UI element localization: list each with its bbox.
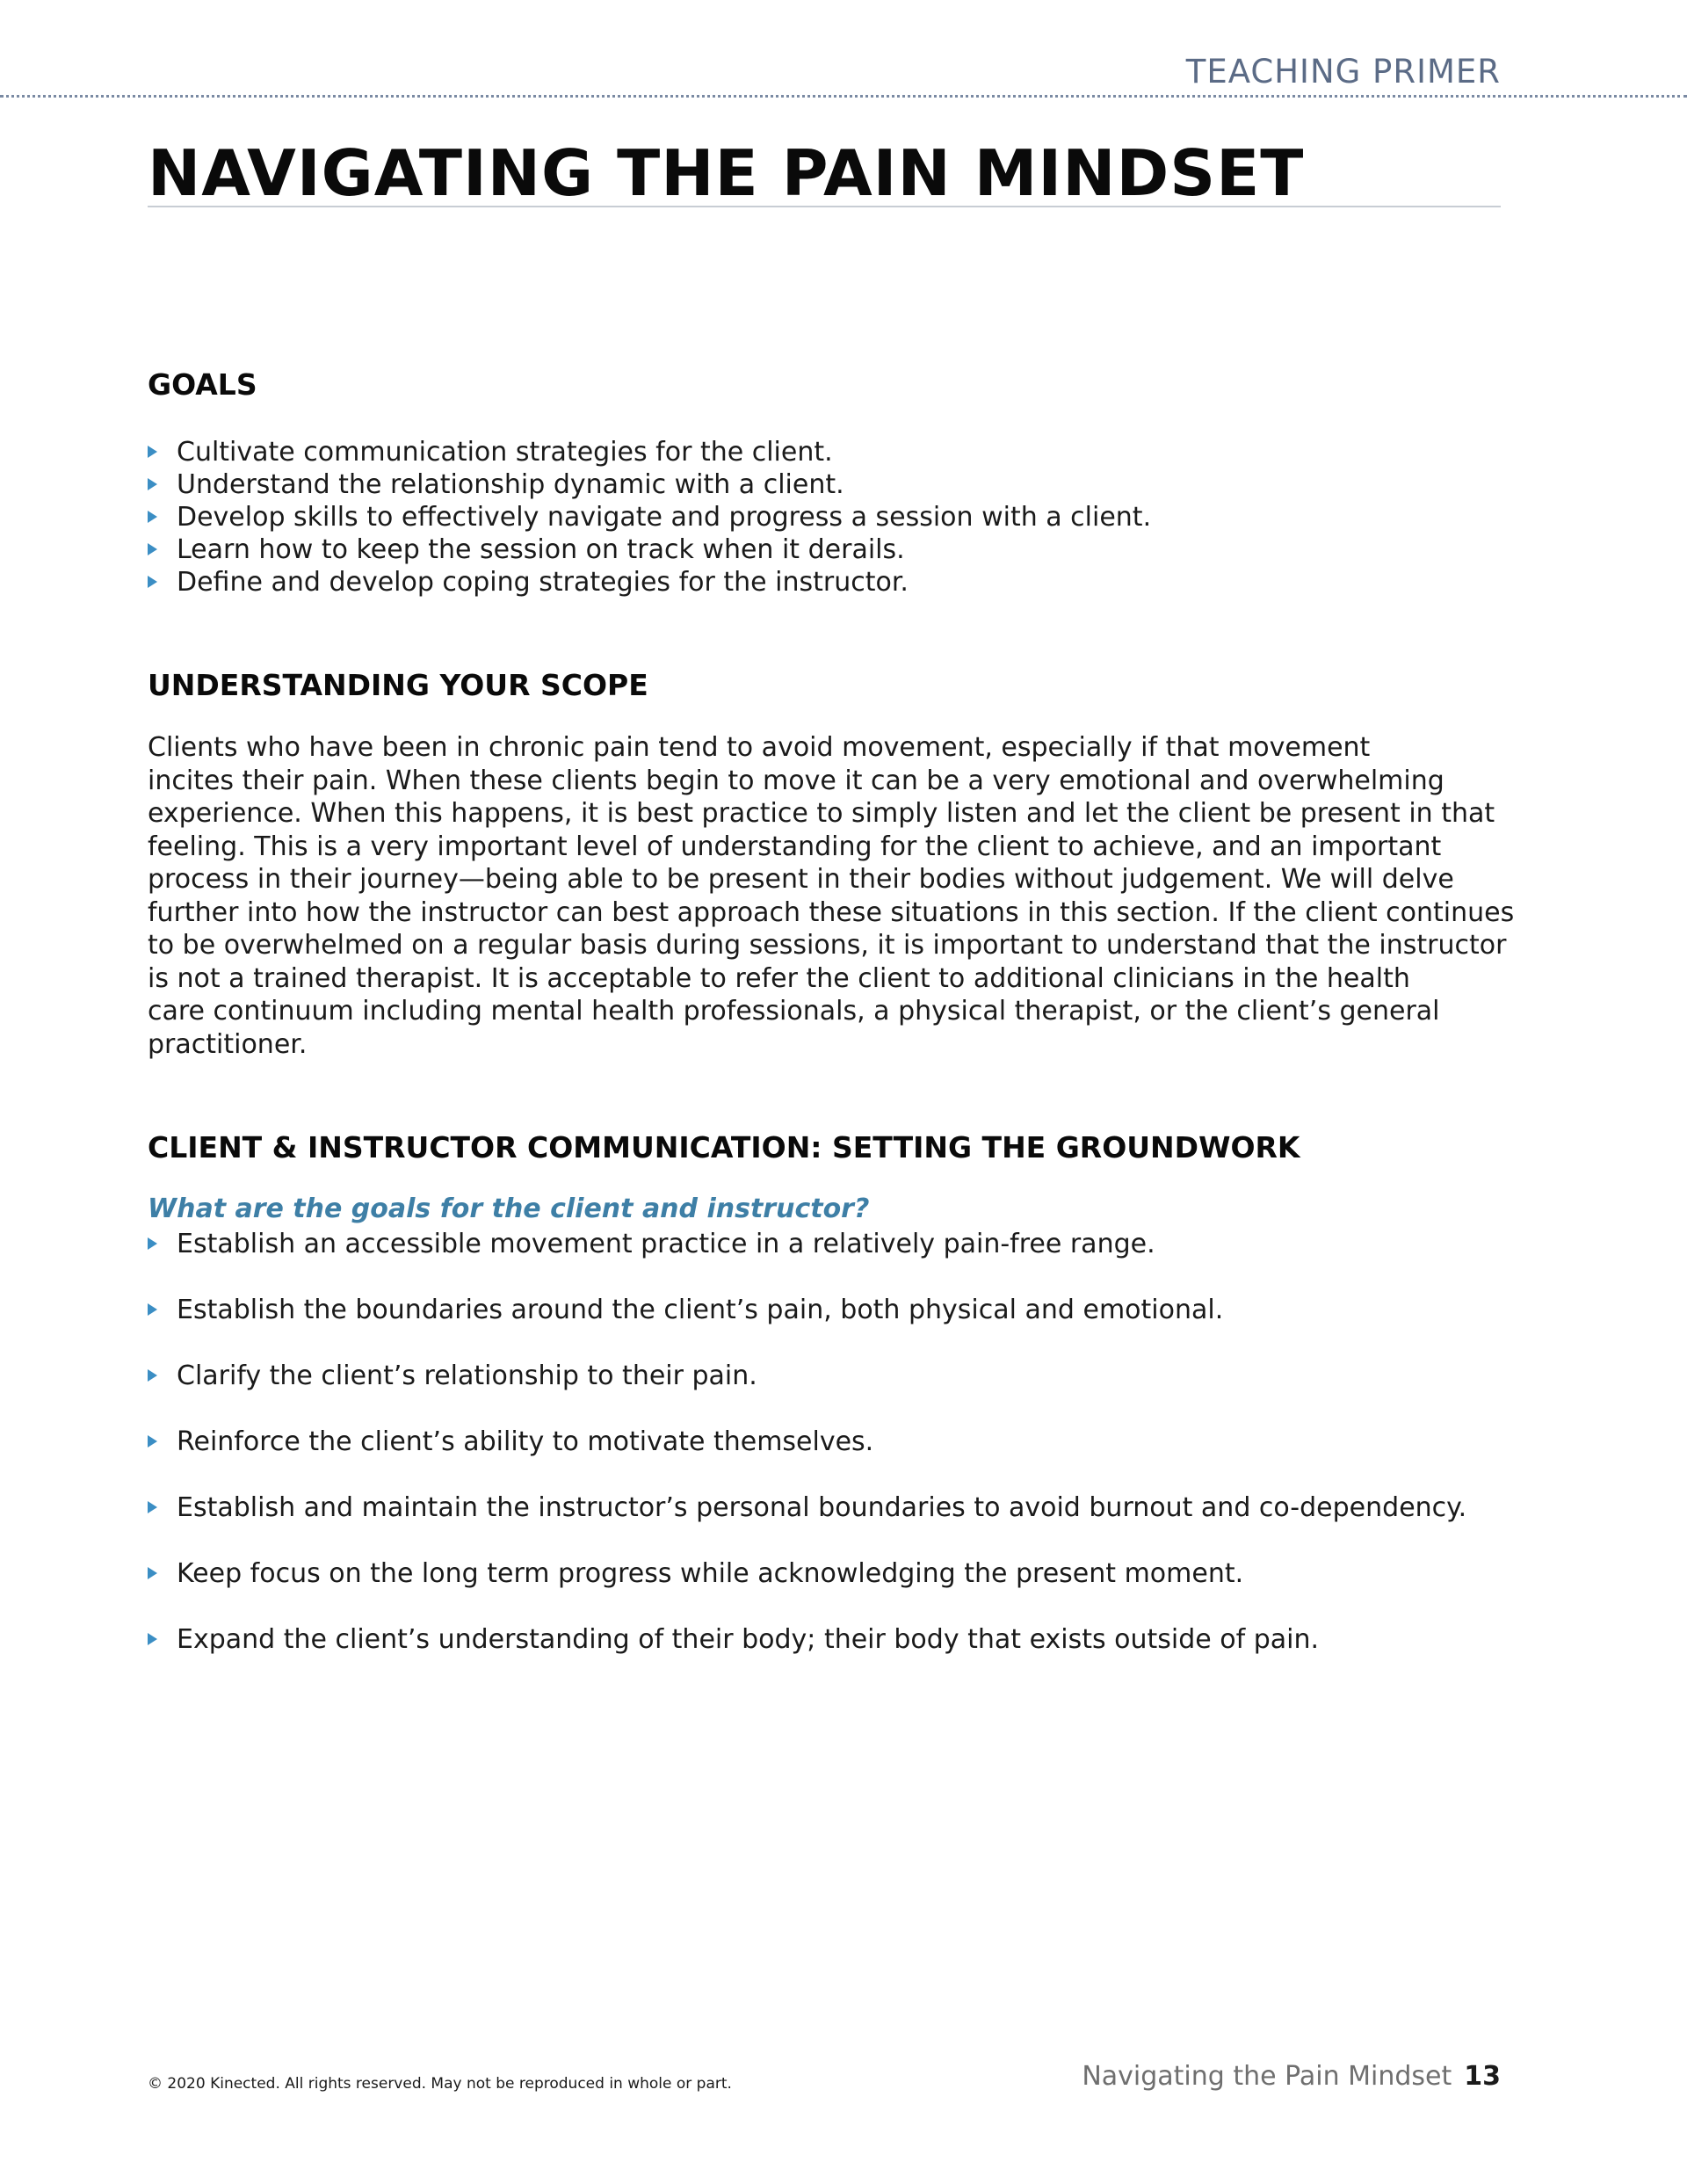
- bullet-triangle-icon: [148, 1303, 157, 1316]
- paragraph-line: feeling. This is a very important level of understanding for the client to achieve, and an important: [148, 831, 1442, 862]
- paragraph-line: experience. When this happens, it is best practice to simply listen and let the client be present in that: [148, 798, 1495, 829]
- bullet-triangle-icon: [148, 1567, 157, 1579]
- paragraph-line: Clients who have been in chronic pain tend to avoid movement, especially if that movement: [148, 732, 1371, 763]
- footer-section-title: Navigating the Pain Mindset: [1082, 2061, 1452, 2092]
- list-item-text: Cultivate communication strategies for the client.: [177, 437, 833, 468]
- footer-page-number: 13: [1464, 2061, 1501, 2092]
- list-item: [148, 1491, 1501, 1524]
- list-item: [148, 533, 1501, 566]
- list-item: [148, 1360, 1501, 1392]
- title-underline: [148, 206, 1501, 207]
- list-item-text: Clarify the client’s relationship to their pain.: [177, 1360, 757, 1391]
- list-item-text: Define and develop coping strategies for the instructor.: [177, 567, 909, 598]
- paragraph-line: incites their pain. When these clients begin to move it can be a very emotional and overwhelming: [148, 765, 1444, 796]
- list-item: [148, 1557, 1501, 1590]
- footer-page-label: [1082, 2061, 1501, 2092]
- goals-heading: GOALS: [148, 367, 257, 402]
- paragraph-line: process in their journey—being able to be present in their bodies without judgement. We will delve: [148, 864, 1454, 895]
- header-dotted-divider: [0, 95, 1687, 98]
- list-item: [148, 1228, 1501, 1260]
- list-item: [148, 1623, 1501, 1656]
- bullet-triangle-icon: [148, 1435, 157, 1448]
- paragraph-line: care continuum including mental health professionals, a physical therapist, or the client’s general: [148, 996, 1440, 1027]
- communication-goals-list: [148, 1228, 1501, 1689]
- list-item: [148, 436, 1501, 468]
- list-item: [148, 1294, 1501, 1326]
- list-item-text: Understand the relationship dynamic with a client.: [177, 469, 844, 500]
- list-item-text: Reinforce the client’s ability to motivate themselves.: [177, 1426, 874, 1457]
- bullet-triangle-icon: [148, 576, 157, 588]
- list-item: [148, 501, 1501, 533]
- list-item-text: Expand the client’s understanding of their body; their body that exists outside of pain.: [177, 1624, 1320, 1655]
- communication-question: What are the goals for the client and instructor?: [148, 1194, 870, 1224]
- bullet-triangle-icon: [148, 1369, 157, 1382]
- list-item-text: Establish and maintain the instructor’s personal boundaries to avoid burnout and co-dependency.: [177, 1492, 1467, 1523]
- footer-copyright: © 2020 Kinected. All rights reserved. May not be reproduced in whole or part.: [148, 2075, 732, 2093]
- bullet-triangle-icon: [148, 478, 157, 490]
- bullet-triangle-icon: [148, 446, 157, 458]
- list-item-text: Develop skills to effectively navigate and progress a session with a client.: [177, 502, 1152, 533]
- list-item-text: Keep focus on the long term progress while acknowledging the present moment.: [177, 1558, 1244, 1589]
- list-item-text: Learn how to keep the session on track when it derails.: [177, 534, 905, 565]
- communication-heading: CLIENT & INSTRUCTOR COMMUNICATION: SETTING THE GROUNDWORK: [148, 1130, 1300, 1165]
- page-title: NAVIGATING THE PAIN MINDSET: [148, 136, 1305, 210]
- list-item-text: Establish the boundaries around the client’s pain, both physical and emotional.: [177, 1295, 1224, 1325]
- paragraph-line: to be overwhelmed on a regular basis during sessions, it is important to understand that the instructor: [148, 930, 1507, 961]
- paragraph-line: is not a trained therapist. It is acceptable to refer the client to additional clinicians in the health: [148, 962, 1410, 994]
- bullet-triangle-icon: [148, 1633, 157, 1645]
- list-item: [148, 468, 1501, 501]
- paragraph-line: further into how the instructor can best approach these situations in this section. If the client continues: [148, 896, 1515, 928]
- scope-heading: UNDERSTANDING YOUR SCOPE: [148, 668, 648, 702]
- paragraph-line: practitioner.: [148, 1028, 308, 1060]
- bullet-triangle-icon: [148, 1237, 157, 1250]
- list-item: [148, 1426, 1501, 1458]
- goals-list: [148, 436, 1501, 599]
- header-label: TEACHING PRIMER: [1185, 53, 1501, 91]
- bullet-triangle-icon: [148, 543, 157, 555]
- scope-paragraph: [148, 731, 1515, 1061]
- list-item: [148, 566, 1501, 599]
- list-item-text: Establish an accessible movement practice in a relatively pain-free range.: [177, 1229, 1155, 1259]
- bullet-triangle-icon: [148, 1501, 157, 1513]
- bullet-triangle-icon: [148, 511, 157, 523]
